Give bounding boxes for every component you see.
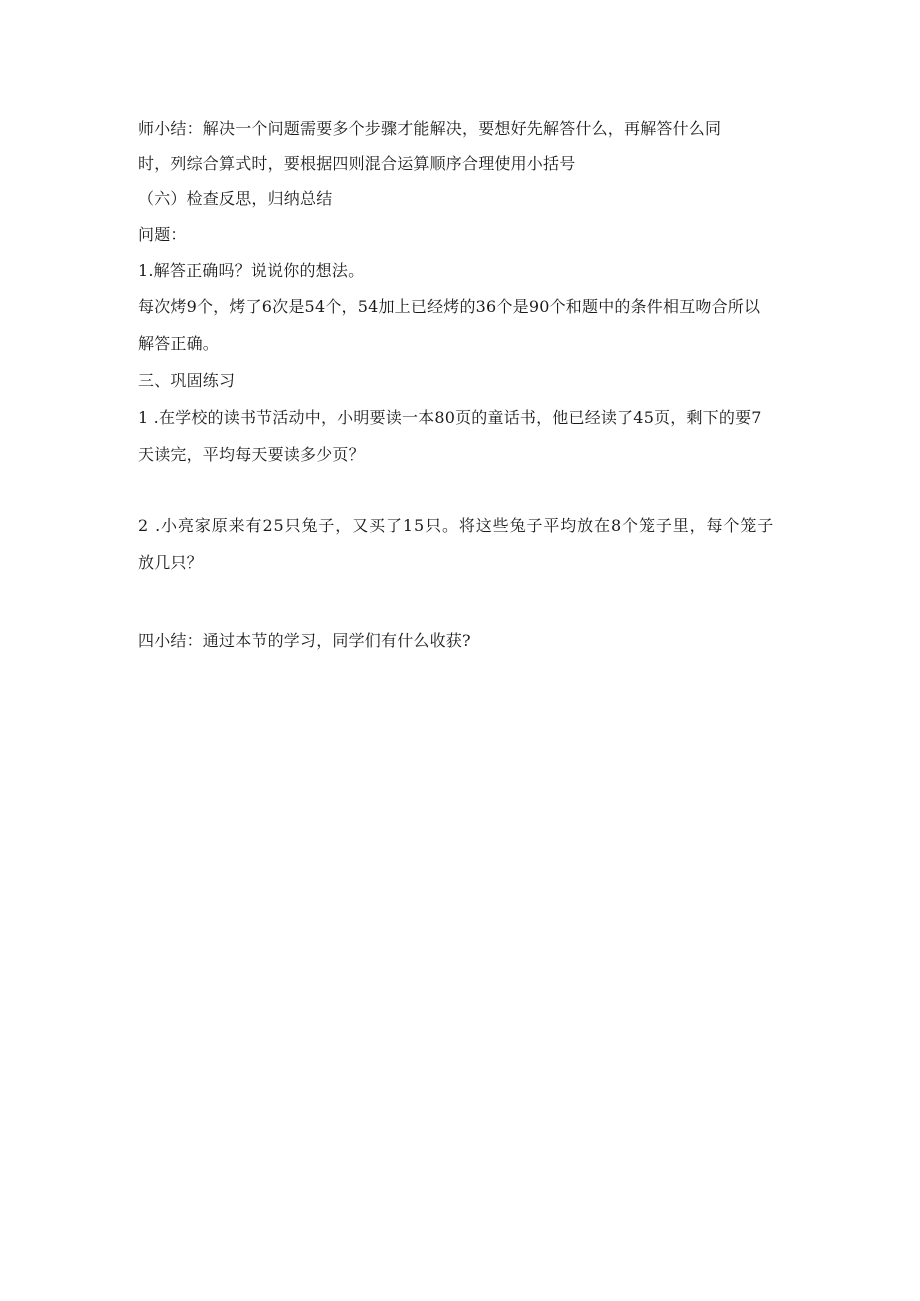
answer-line-1: 每次烤9个，烤了6次是54个，54加上已经烤的36个是90个和题中的条件相互吻合所以 [138,297,761,316]
exercise-1-line-1: 1 .在学校的读书节活动中，小明要读一本80页的童话书，他已经读了45页，剩下的要7 [138,408,762,427]
exercise-2-line-1: 2 .小亮家原来有25只兔子，又买了15只。将这些兔子平均放在8个笼子里，每个笼子 [138,516,775,535]
exercise-2-line-2: 放几只？ [138,553,203,572]
teacher-summary-line-1: 师小结：解决一个问题需要多个步骤才能解决，要想好先解答什么，再解答什么同 [138,119,722,138]
exercise-1-line-2: 天读完，平均每天要读多少页？ [138,445,365,464]
section-heading-reflection: （六）检查反思，归纳总结 [138,189,333,208]
question-1: 1.解答正确吗？说说你的想法。 [138,261,365,280]
questions-label: 问题： [138,225,187,244]
section-heading-summary: 四小结：通过本节的学习，同学们有什么收获? [138,631,471,650]
section-heading-practice: 三、巩固练习 [138,371,236,390]
answer-line-2: 解答正确。 [138,334,220,353]
teacher-summary-line-2: 时，列综合算式时，要根据四则混合运算顺序合理使用小括号 [138,154,576,173]
